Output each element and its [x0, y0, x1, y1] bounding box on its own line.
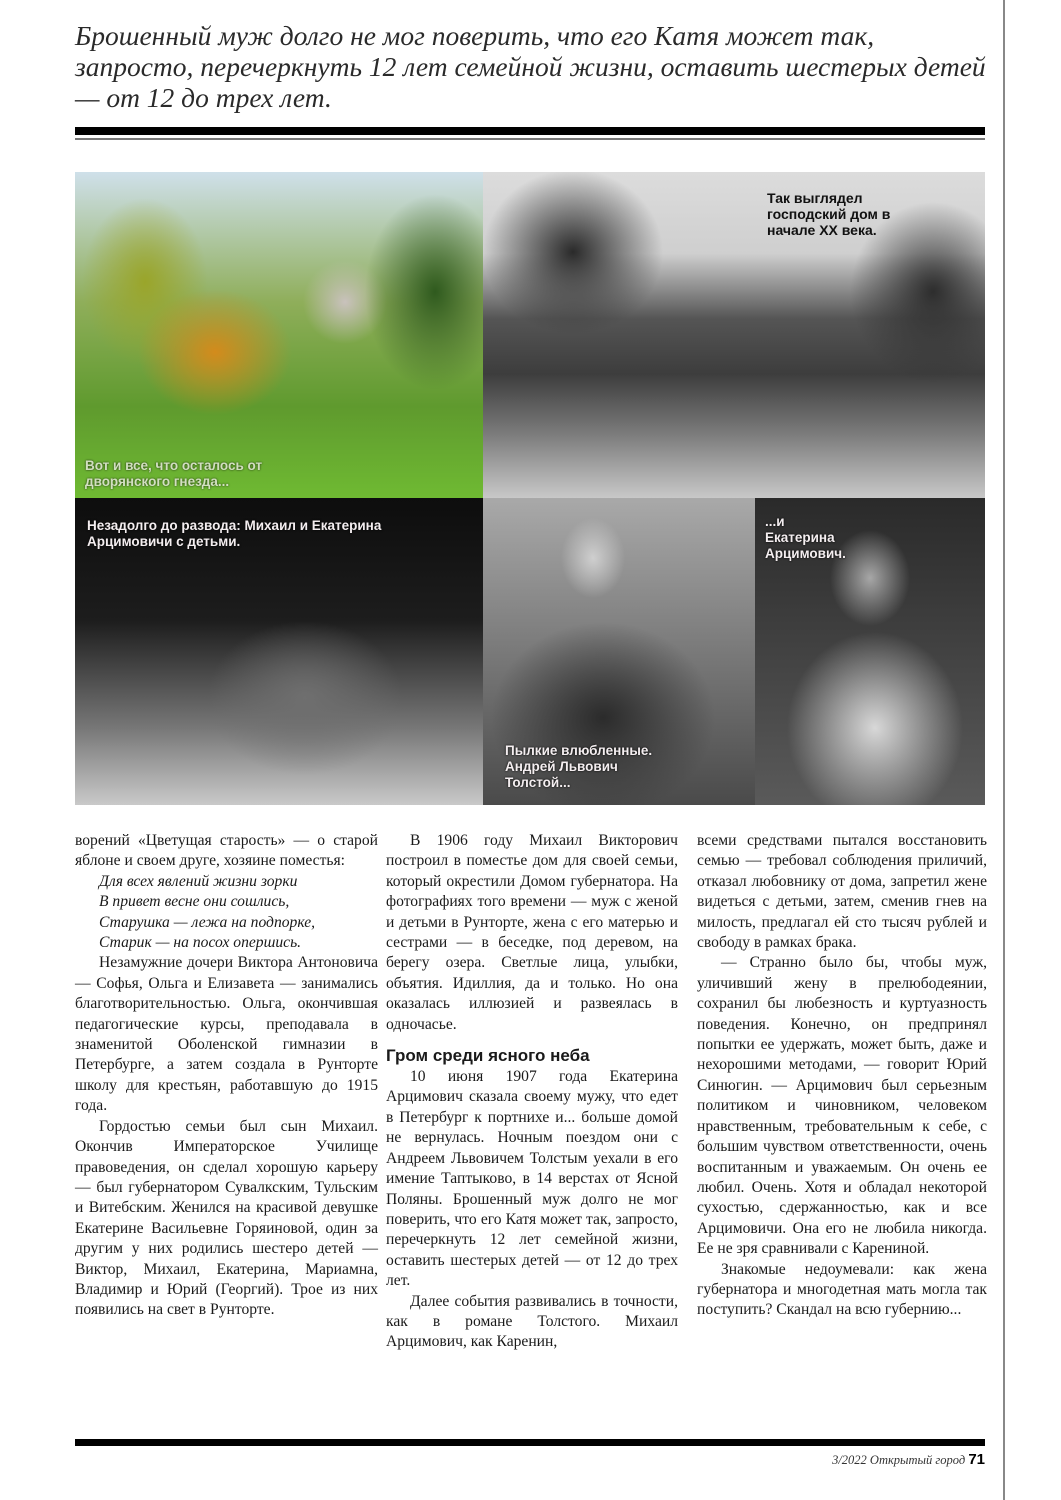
footer-rule	[75, 1439, 985, 1446]
photo-manor-house	[483, 172, 985, 498]
column-2	[386, 831, 678, 1353]
poem-line: Для всех явлений жизни зорки	[99, 872, 298, 890]
photo-caption: Так выглядел господский дом в начале XX века.	[767, 190, 891, 238]
photo-caption: Вот и все, что осталось от дворянского гнезда...	[85, 458, 263, 489]
divider	[75, 138, 985, 140]
page-edge	[1003, 0, 1005, 1500]
photo-ekaterina	[755, 498, 985, 805]
paragraph: всеми средствами пытался восстановить семью — требовал соблюдения приличий, отказал любовнику от дома, запретил жене видеться с детьми, затем, сменив гнев на милость, предлагал ей сто тысяч рублей и свободу в рамках брака.	[697, 832, 987, 952]
paragraph: ворений «Цветущая старость» — о старой яблоне и своем друге, хозяине поместья:	[75, 832, 378, 870]
issue-label: 3/2022 Открытый город	[832, 1453, 966, 1467]
page-number: 71	[968, 1451, 985, 1468]
column-1	[75, 831, 378, 1321]
photo-family	[75, 498, 483, 805]
paragraph: — Странно было бы, чтобы муж, уличивший жену в прелюбодеянии, сохранил бы любезность и куртуазность поведения. Конечно, он предпринял попытки ее удержать, может быть, даже и нехорошими методами, — говорит Юрий Синюгин. — Арцимович был серьезным политиком и чиновником, человеком нравственным, требовательным к себе, с большим чувством ответственности, очень воспитанным и уважаемым. Он очень ее любил. Очень. Хотя и обладал некоторой сухостью, сдержанностью, как и все Арцимовичи. Она его не любила никогда. Ее не зря сравнивали с Карениной.	[697, 954, 987, 1258]
photo-caption: Незадолго до развода: Михаил и Екатерина Арцимовичи с детьми.	[87, 518, 382, 549]
photo-andrey-tolstoy	[483, 498, 755, 805]
paragraph: Знакомые недоумевали: как жена губернатора и многодетная мать могла так поступить? Скандал на всю губернию...	[697, 1260, 987, 1319]
subheading: Гром среди ясного неба	[386, 1046, 590, 1066]
paragraph: В 1906 году Михаил Викторович построил в поместье дом для своей семьи, который окрестили Домом губернатора. На фотографиях того времени — муж с женой и детьми в Рунторте, жена с его матерью и сестрами — в беседке, под деревом, на берегу озера. Светлые лица, улыбки, объятия. Идиллия, да и только. Но она оказалась иллюзией и развеялась в одночасье.	[386, 832, 678, 1033]
photo-ruined-house	[75, 172, 483, 498]
paragraph: 10 июня 1907 года Екатерина Арцимович сказала своему мужу, что едет в Петербург к портнихе и... больше домой не вернулась. Ночным поездом они с Андреем Львовичем Толстым уехали в его имение Таптыково, в 14 верстах от Ясной Поляны. Брошенный муж долго не мог поверить, что его Катя может так, запросто, перечеркнуть 12 лет семейной жизни, оставить шестерых детей — от 12 до трех лет.	[386, 1068, 678, 1290]
divider	[75, 127, 985, 135]
column-3	[697, 831, 987, 1321]
poem-line: Старик — на посох опершись.	[99, 934, 302, 952]
paragraph: Далее события развивались в точности, как в романе Толстого. Михаил Арцимович, как Каренин,	[386, 1292, 678, 1351]
poem-line: В привет весне они сошлись,	[99, 893, 290, 911]
photo-caption: ...и Екатерина Арцимович.	[765, 514, 846, 561]
poem	[75, 872, 378, 954]
paragraph: Незамужние дочери Виктора Антоновича — Софья, Ольга и Елизавета — занимались благотворительностью. Ольга, окончившая педагогические курсы, преподавала в знаменитой Оболенской гимназии в Петербурге, а затем создала в Рунторте школу для крестьян, работавшую до 1915 года.	[75, 954, 378, 1115]
photo-caption: Пылкие влюбленные. Андрей Львович Толстой...	[505, 743, 653, 790]
page-footer	[832, 1451, 985, 1468]
poem-line: Старушка — лежа на подпорке,	[99, 913, 316, 931]
lead-quote: Брошенный муж долго не мог поверить, что его Катя может так, запросто, перечеркнуть 12 лет семейной жизни, оставить шестерых детей — от 12 до трех лет.	[75, 20, 986, 113]
paragraph: Гордостью семьи был сын Михаил. Окончив Императорское Училище правоведения, он сделал хорошую карьеру — был губернатором Сувалкским, Тульским и Витебским. Женился на красивой девушке Екатерине Васильевне Горяиновой, один за другим у них родились шестеро детей — Виктор, Михаил, Екатерина, Мариамна, Владимир и Юрий (Георгий). Трое из них появились на свет в Рунторте.	[75, 1117, 378, 1319]
